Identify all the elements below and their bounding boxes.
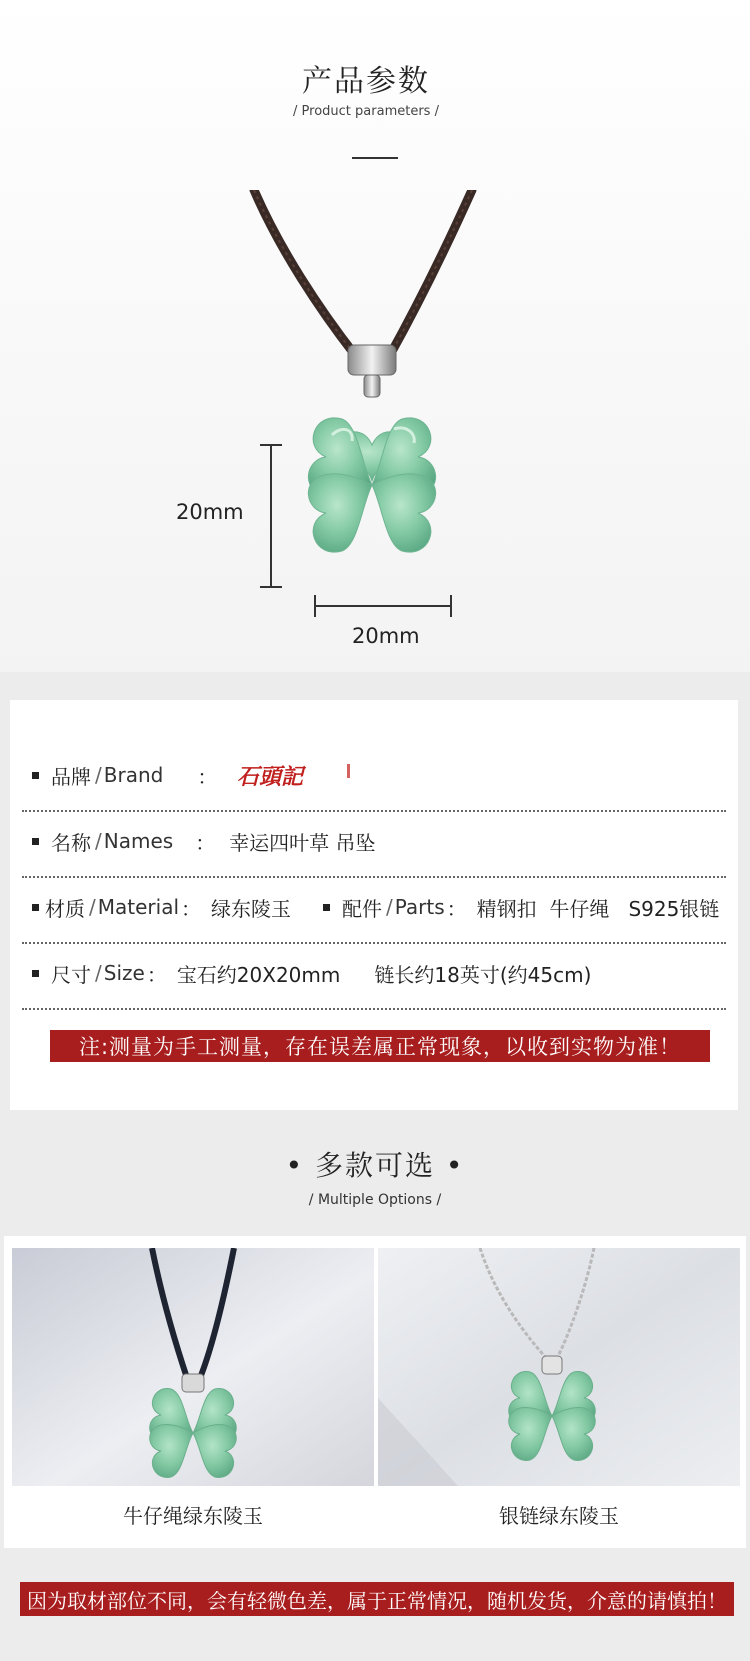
height-dimension-label: 20mm <box>176 500 244 524</box>
option-label-silver: 银链绿东陵玉 <box>499 1504 619 1528</box>
label-slash: / <box>89 895 96 919</box>
bullet-icon <box>32 970 39 977</box>
spec-row-names <box>22 826 726 856</box>
names-value: 幸运四叶草 吊坠 <box>229 830 376 855</box>
parts-label-cn: 配件 <box>342 896 382 921</box>
width-dimension-cap-right <box>450 595 452 617</box>
options-subtitle: / Multiple Options / <box>308 1192 442 1208</box>
chain-length-value: 链长约18英寸(约45cm) <box>374 962 592 987</box>
bullet-icon <box>323 904 330 911</box>
width-dimension-line <box>314 605 452 607</box>
height-dimension-line <box>270 444 272 588</box>
svg-text:石頭記: 石頭記 <box>237 764 304 790</box>
bullet-icon <box>32 904 39 911</box>
label-slash: / <box>95 961 102 985</box>
option-image-cord[interactable] <box>12 1248 374 1486</box>
width-dimension-label: 20mm <box>352 624 420 648</box>
brand-label-en: Brand <box>103 763 164 787</box>
width-dimension-cap-left <box>314 595 316 617</box>
names-label-cn: 名称 <box>51 830 91 855</box>
size-value: 宝石约20X20mm <box>176 962 341 987</box>
names-colon: ： <box>195 830 216 855</box>
material-label-cn: 材质 <box>45 896 85 921</box>
material-value: 绿东陵玉 <box>211 896 291 921</box>
parts-value: 精钢扣 牛仔绳 S925银链 <box>476 896 720 921</box>
measurement-note-banner: 注:测量为手工测量，存在误差属正常现象，以收到实物为准！ <box>50 1030 710 1062</box>
parts-label-en: Parts <box>394 895 445 919</box>
dotted-divider <box>22 876 726 878</box>
bullet-icon <box>32 838 39 845</box>
size-colon: ： <box>146 962 167 987</box>
options-title: • 多款可选 • <box>285 1149 465 1182</box>
brand-logo <box>235 760 355 790</box>
option-image-silver[interactable] <box>378 1248 740 1486</box>
section-subtitle: / Product parameters / <box>293 104 439 119</box>
height-dimension-cap-bottom <box>260 586 282 588</box>
spec-row-brand <box>22 760 726 790</box>
spec-row-size <box>22 958 726 988</box>
parts-colon: ： <box>446 896 467 921</box>
options-panel <box>4 1236 746 1548</box>
bullet-icon <box>32 772 39 779</box>
section-title: 产品参数 <box>302 64 430 99</box>
names-label-en: Names <box>103 829 174 853</box>
size-label-cn: 尺寸 <box>51 962 91 987</box>
color-difference-note-banner: 因为取材部位不同，会有轻微色差，属于正常情况，随机发货，介意的请慎拍！ <box>20 1582 734 1616</box>
height-dimension-cap-top <box>260 444 282 446</box>
size-label-en: Size <box>103 961 145 985</box>
pendant-product-image <box>240 190 520 590</box>
material-colon: ： <box>181 896 201 921</box>
brand-colon: ： <box>197 764 218 789</box>
spec-row-material-parts <box>22 892 726 922</box>
specs-card <box>10 700 738 1110</box>
dotted-divider <box>22 1008 726 1010</box>
label-slash: / <box>386 895 393 919</box>
dotted-divider <box>22 810 726 812</box>
brand-label-cn: 品牌 <box>51 764 91 789</box>
material-label-en: Material <box>97 895 179 919</box>
dotted-divider <box>22 942 726 944</box>
label-slash: / <box>95 763 102 787</box>
label-slash: / <box>95 829 102 853</box>
option-label-cord: 牛仔绳绿东陵玉 <box>123 1504 263 1528</box>
title-divider <box>352 157 398 159</box>
product-parameters-section <box>0 0 750 672</box>
